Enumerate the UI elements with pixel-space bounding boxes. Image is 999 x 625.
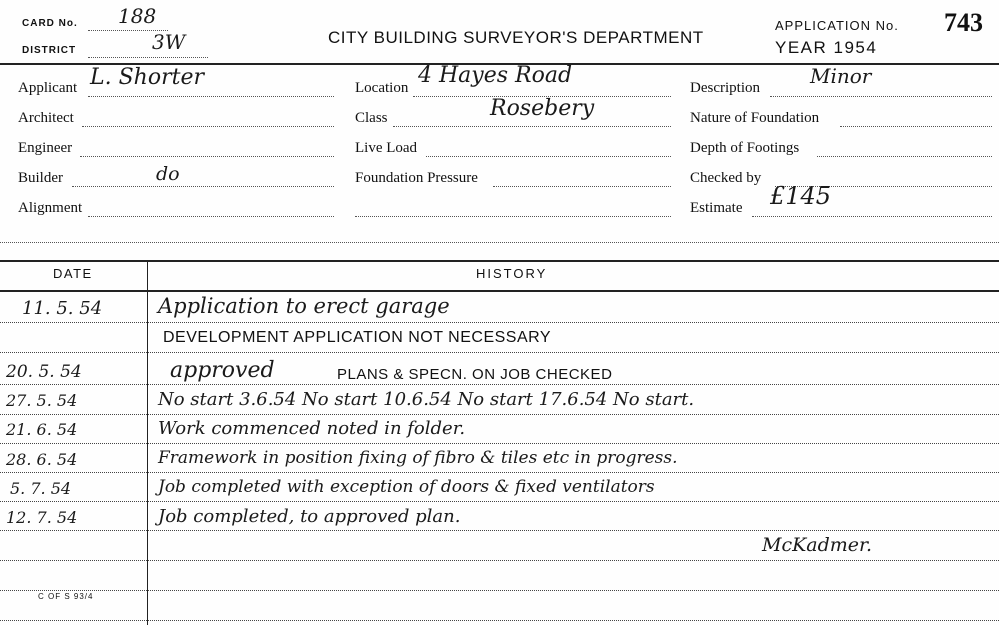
description-value: Minor	[810, 64, 872, 88]
date-column-header: DATE	[53, 266, 93, 281]
live-load-label: Live Load	[355, 140, 418, 156]
history-row-stamp: DEVELOPMENT APPLICATION NOT NECESSARY	[163, 329, 552, 346]
alignment-label: Alignment	[18, 200, 83, 216]
history-row-date: 28. 6. 54	[6, 450, 78, 469]
builder-value: do	[156, 163, 180, 185]
builder-label: Builder	[18, 170, 63, 186]
foundation-pressure-label: Foundation Pressure	[355, 170, 478, 186]
estimate-value: £145	[770, 182, 832, 210]
application-label: APPLICATION No.	[775, 18, 899, 33]
history-row-date: 27. 5. 54	[6, 391, 78, 410]
district-label: DISTRICT	[22, 45, 77, 56]
description-label: Description	[690, 80, 760, 96]
applicant-label: Applicant	[18, 80, 78, 96]
history-row-text: Job completed, to approved plan.	[158, 506, 461, 527]
location-value-suburb: Rosebery	[490, 96, 595, 121]
applicant-value: L. Shorter	[90, 65, 204, 90]
history-row-date: 11. 5. 54	[22, 298, 103, 319]
history-row-text: Framework in position fixing of fibro & tiles etc in progress.	[158, 448, 678, 468]
year-label: YEAR 1954	[775, 38, 878, 57]
history-row-stamp: PLANS & SPECN. ON JOB CHECKED	[337, 366, 613, 383]
history-row-date: 21. 6. 54	[6, 420, 78, 439]
history-row-text: No start 3.6.54 No start 10.6.54 No start 17.6.54 No start.	[158, 389, 695, 410]
class-label: Class	[355, 110, 388, 126]
history-row-text: Job completed with exception of doors & fixed ventilators	[158, 477, 655, 497]
checked-by-label: Checked by	[690, 170, 762, 186]
department-title: CITY BUILDING SURVEYOR'S DEPARTMENT	[328, 28, 704, 47]
card-no-value: 188	[118, 4, 157, 28]
history-row-text: Work commenced noted in folder.	[158, 418, 466, 439]
architect-label: Architect	[18, 110, 74, 126]
engineer-label: Engineer	[18, 140, 73, 156]
history-row-date: 12. 7. 54	[6, 508, 78, 527]
location-value: 4 Hayes Road	[418, 63, 573, 88]
history-row-date: 5. 7. 54	[10, 479, 72, 498]
history-row-date: 20. 5. 54	[6, 362, 82, 382]
history-column-header: HISTORY	[476, 266, 548, 281]
location-label: Location	[355, 80, 409, 96]
depth-of-footings-label: Depth of Footings	[690, 140, 800, 156]
district-value: 3W	[152, 30, 186, 54]
estimate-label: Estimate	[690, 200, 743, 216]
nature-of-foundation-label: Nature of Foundation	[690, 110, 820, 126]
history-row-text: approved	[170, 358, 275, 383]
history-row-text: Application to erect garage	[158, 294, 450, 318]
application-number: 743	[944, 8, 983, 37]
form-code: C OF S 93/4	[38, 592, 94, 601]
card-no-label: CARD No.	[22, 18, 78, 29]
signature: McKadmer.	[762, 534, 873, 556]
